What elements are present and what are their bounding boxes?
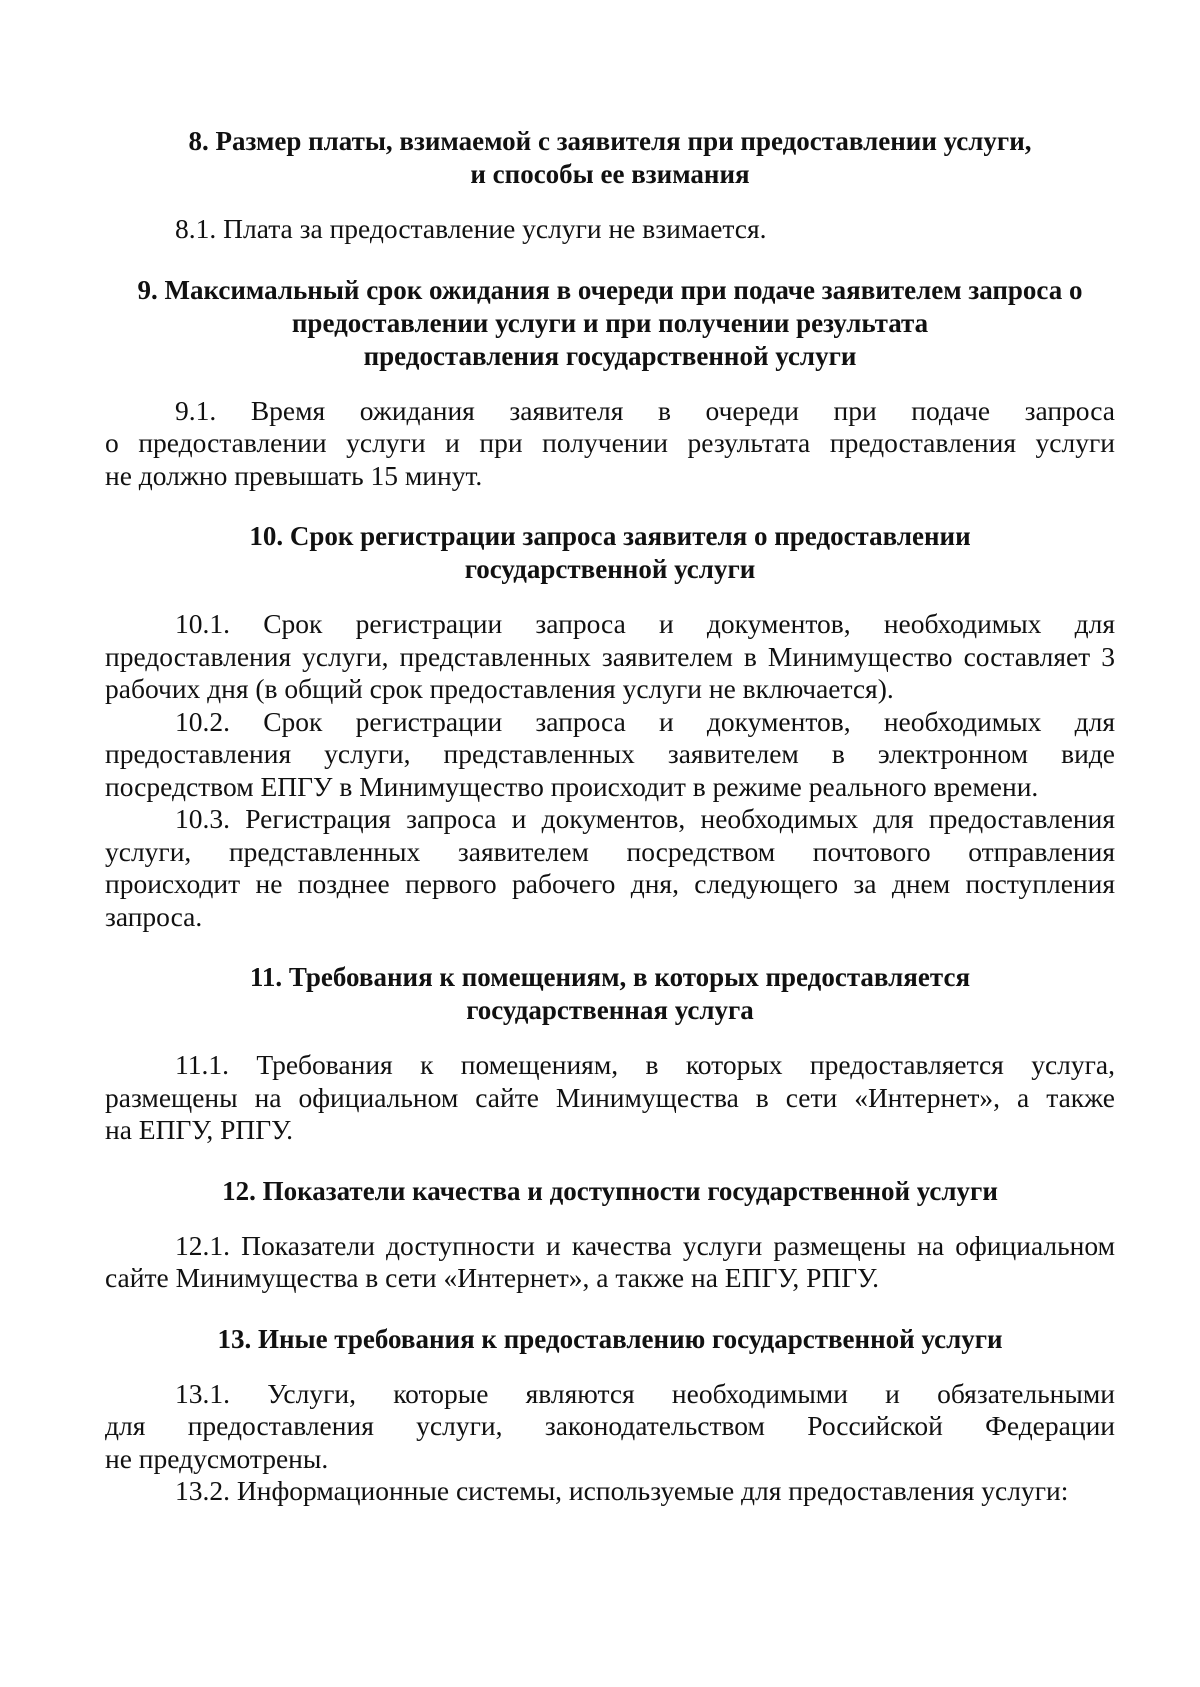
paragraph-13-1 [105, 1378, 1115, 1476]
section-13-heading [105, 1323, 1115, 1356]
heading-line: государственной услуги [464, 554, 756, 584]
paragraph-line: для предоставления услуги, законодательством Российской Федерации [105, 1410, 1115, 1441]
heading-line: 12. Показатели качества и доступности государственной услуги [222, 1175, 998, 1206]
heading-line: 9. Максимальный срок ожидания в очереди при подаче заявителем запроса о [137, 274, 1083, 305]
heading-line: 10. Срок регистрации запроса заявителя о предоставлении [249, 521, 971, 551]
paragraph-line: 10.1. Срок регистрации запроса и документов, необходимых для [175, 608, 1115, 639]
paragraph-12-1 [105, 1230, 1115, 1295]
heading-line: предоставлении услуги и при получении результата [291, 307, 929, 338]
paragraph-line: рабочих дня (в общий срок предоставления услуги не включается). [105, 673, 894, 704]
paragraph-line: 12.1. Показатели доступности и качества услуги размещены на официальном [175, 1229, 1115, 1261]
section-9-heading [105, 274, 1115, 373]
paragraph-line: о предоставлении услуги и при получении результата предоставления услуги [105, 427, 1115, 458]
paragraph-9-1 [105, 395, 1115, 493]
paragraph-line: на ЕПГУ, РПГУ. [105, 1114, 294, 1145]
paragraph-11-1 [105, 1049, 1115, 1147]
section-10-heading [105, 520, 1115, 586]
paragraph-line: услуги, представленных заявителем посредством почтового отправления [105, 835, 1115, 867]
paragraph-8-1: 8.1. Плата за предоставление услуги не взимается. [175, 213, 767, 244]
document-page [105, 125, 1115, 1508]
paragraph-line: 10.2. Срок регистрации запроса и документов, необходимых для [175, 705, 1115, 737]
heading-line: и способы ее взимания [470, 159, 750, 189]
paragraph-line: 9.1. Время ожидания заявителя в очереди при подаче запроса [175, 394, 1115, 426]
paragraph-10-2 [105, 706, 1115, 804]
paragraph-line: происходит не позднее первого рабочего дня, следующего за днем поступления [105, 868, 1115, 899]
paragraph-line: не предусмотрены. [105, 1442, 329, 1474]
paragraph-line: 11.1. Требования к помещениям, в которых предоставляется услуга, [175, 1049, 1115, 1080]
paragraph-line: не должно превышать 15 минут. [105, 459, 483, 491]
section-8-heading [105, 125, 1115, 191]
heading-line: 13. Иные требования к предоставлению государственной услуги [217, 1323, 1003, 1354]
paragraph-line: предоставления услуги, представленных заявителем в Минимущество составляет 3 [105, 640, 1115, 672]
paragraph-10-3 [105, 803, 1115, 933]
paragraph-line: посредством ЕПГУ в Минимущество происходит в режиме реального времени. [105, 770, 1039, 802]
heading-line: государственная услуга [466, 995, 754, 1025]
paragraph-line: 10.3. Регистрация запроса и документов, необходимых для предоставления [175, 803, 1115, 834]
paragraph-line: размещены на официальном сайте Минимущества в сети «Интернет», а также [105, 1081, 1115, 1113]
section-11-heading [105, 961, 1115, 1027]
heading-line: 8. Размер платы, взимаемой с заявителя при предоставлении услуги, [188, 126, 1032, 156]
paragraph-13-2 [105, 1475, 1115, 1508]
paragraph-line: запроса. [105, 900, 203, 932]
paragraph-line: 13.1. Услуги, которые являются необходимыми и обязательными [175, 1377, 1115, 1409]
paragraph-line: 13.2. Информационные системы, используемые для предоставления услуги: [175, 1475, 1069, 1506]
paragraph-line: предоставления услуги, представленных заявителем в электронном виде [105, 738, 1115, 769]
heading-line: 11. Требования к помещениям, в которых предоставляется [249, 962, 971, 992]
paragraph-10-1 [105, 608, 1115, 706]
heading-line: предоставления государственной услуги [363, 340, 857, 371]
paragraph-line: сайте Минимущества в сети «Интернет», а также на ЕПГУ, РПГУ. [105, 1262, 879, 1293]
section-12-heading [105, 1175, 1115, 1208]
